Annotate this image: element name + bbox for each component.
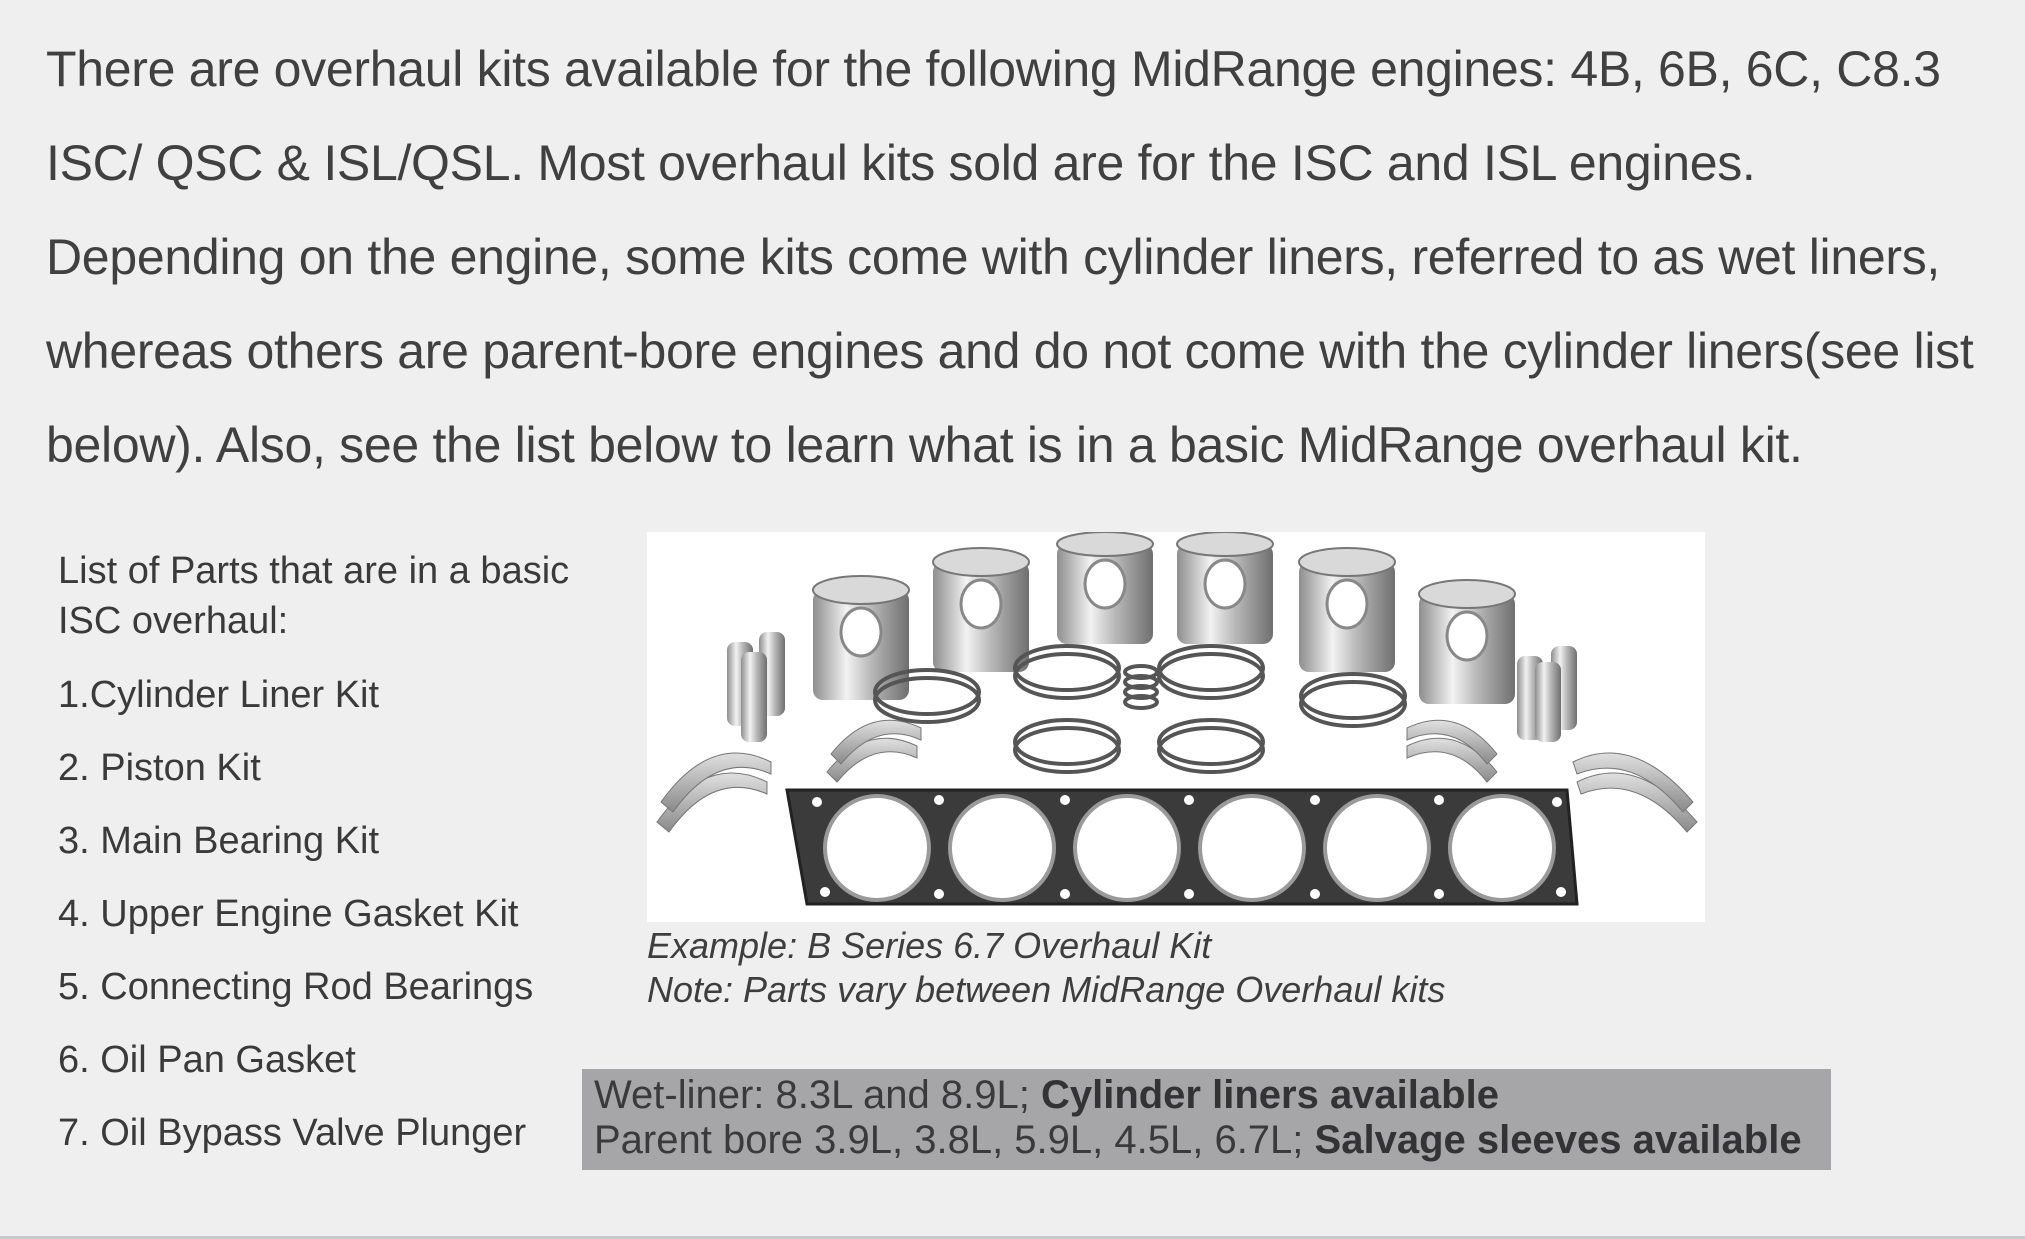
piston-icon [1177, 532, 1273, 644]
parent-bore-note: Salvage sleeves available [1314, 1118, 1802, 1162]
intro-paragraph: There are overhaul kits available for the following MidRange engines: 4B, 6B, 6C, C8.3 ISC/ QSC & ISL/QSL. Most overhaul kits sold are for the ISC and ISL engines. Depending on the engine, some kits come with cylinder liners, referred to as wet liners, whereas others are parent-bore engines and do not come with the cylinder liners(see list below). Also, see the list below to learn what is in a basic MidRange overhaul kit. [46, 41, 1974, 473]
piston-icon [1419, 580, 1515, 704]
parent-bore-line [594, 1118, 1819, 1163]
list-item: 4. Upper Engine Gasket Kit [58, 893, 519, 935]
parts-heading: List of Parts that are in a basic ISC overhaul: [58, 550, 570, 642]
parts-section [58, 546, 598, 1181]
list-item: 6. Oil Pan Gasket [58, 1039, 356, 1081]
list-item: 3. Main Bearing Kit [58, 820, 380, 862]
wet-liner-note: Cylinder liners available [1040, 1073, 1499, 1117]
wet-liner-label: Wet-liner: 8.3L and 8.9L; [594, 1073, 1030, 1117]
piston-icon [1057, 532, 1153, 644]
list-item: 2. Piston Kit [58, 747, 261, 789]
liner-info-box [582, 1069, 1831, 1170]
list-item: 5. Connecting Rod Bearings [58, 966, 534, 1008]
overhaul-kit-photo [647, 532, 1705, 922]
head-gasket-icon [787, 790, 1577, 904]
parent-bore-label: Parent bore 3.9L, 3.8L, 5.9L, 4.5L, 6.7L; [594, 1118, 1304, 1162]
wet-liner-line [594, 1073, 1819, 1118]
list-item: 7. Oil Bypass Valve Plunger [58, 1112, 527, 1154]
piston-pin-icon [1517, 646, 1577, 742]
parts-list [58, 670, 598, 1181]
piston-pin-icon [727, 632, 785, 742]
list-item: 1.Cylinder Liner Kit [58, 674, 380, 716]
caption-example: Example: B Series 6.7 Overhaul Kit [647, 925, 1212, 966]
piston-icon [1299, 548, 1395, 672]
photo-caption [647, 924, 1445, 1012]
piston-icon [933, 548, 1029, 672]
caption-note: Note: Parts vary between MidRange Overhaul kits [647, 969, 1446, 1010]
